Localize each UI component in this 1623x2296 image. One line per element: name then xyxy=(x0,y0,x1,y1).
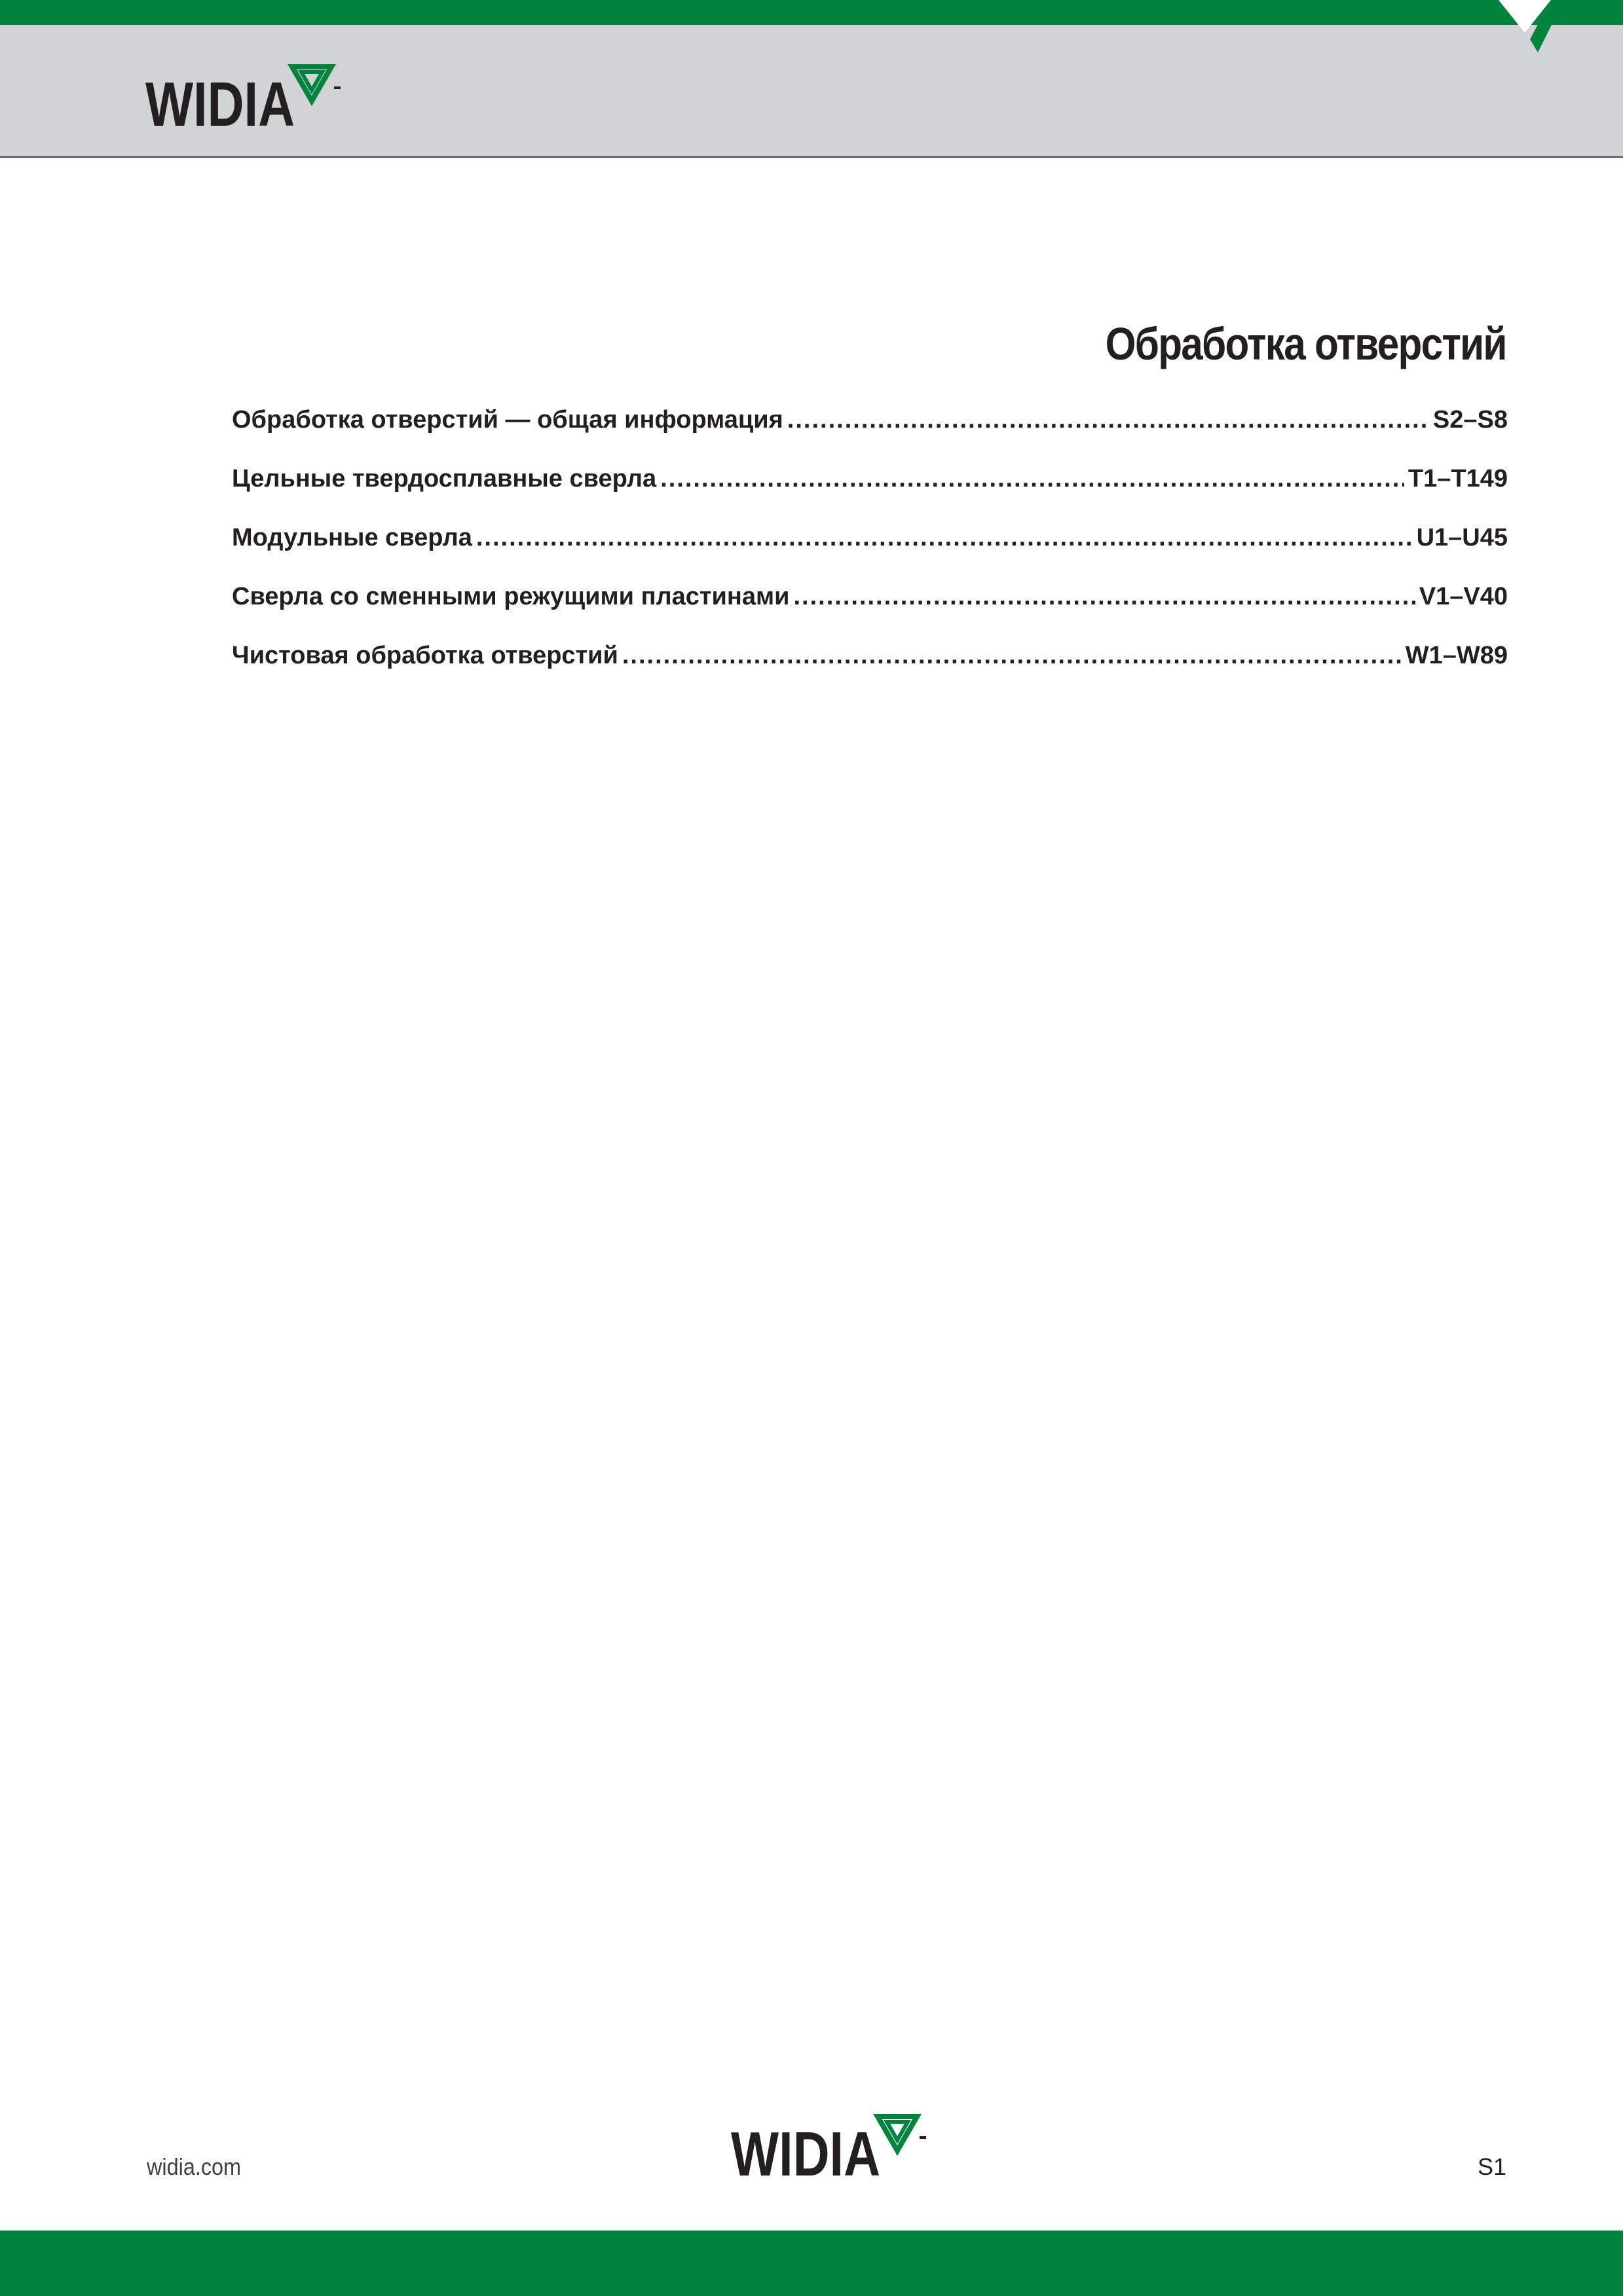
toc-row[interactable] xyxy=(232,406,1508,465)
toc-row[interactable] xyxy=(232,583,1508,642)
toc-leader-dots xyxy=(622,642,1402,670)
toc-row[interactable] xyxy=(232,642,1508,701)
corner-notch-icon xyxy=(1499,0,1564,52)
toc-pages: S2–S8 xyxy=(1432,406,1508,434)
logo-wordmark: WIDIA xyxy=(145,69,295,132)
table-of-contents xyxy=(232,406,1508,701)
widia-triangle-mark-icon xyxy=(878,2117,926,2151)
toc-label: Сверла со сменными режущими пластинами xyxy=(232,583,790,610)
toc-leader-dots xyxy=(476,524,1413,552)
toc-row[interactable] xyxy=(232,524,1508,583)
footer-widia-logo xyxy=(731,2110,927,2182)
logo-wordmark: WIDIA xyxy=(731,2119,880,2182)
toc-pages: V1–V40 xyxy=(1419,583,1508,610)
footer-url[interactable]: widia.com xyxy=(147,2153,242,2180)
toc-label: Цельные твердосплавные сверла xyxy=(232,465,657,492)
toc-leader-dots xyxy=(660,465,1404,493)
toc-leader-dots xyxy=(787,406,1429,434)
toc-label: Обработка отверстий — общая информация xyxy=(232,406,783,434)
page-title: Обработка отверстий xyxy=(1105,318,1506,369)
widia-logo xyxy=(145,60,342,132)
widia-triangle-mark-icon xyxy=(292,67,341,101)
toc-pages: T1–T149 xyxy=(1408,465,1508,492)
page-number: S1 xyxy=(1477,2153,1506,2180)
bottom-brand-bar xyxy=(0,2231,1623,2296)
toc-pages: W1–W89 xyxy=(1405,642,1508,669)
toc-row[interactable] xyxy=(232,465,1508,524)
toc-pages: U1–U45 xyxy=(1416,524,1508,551)
toc-label: Чистовая обработка отверстий xyxy=(232,642,618,669)
toc-leader-dots xyxy=(793,583,1415,611)
top-brand-bar xyxy=(0,0,1623,25)
toc-label: Модульные сверла xyxy=(232,524,472,551)
